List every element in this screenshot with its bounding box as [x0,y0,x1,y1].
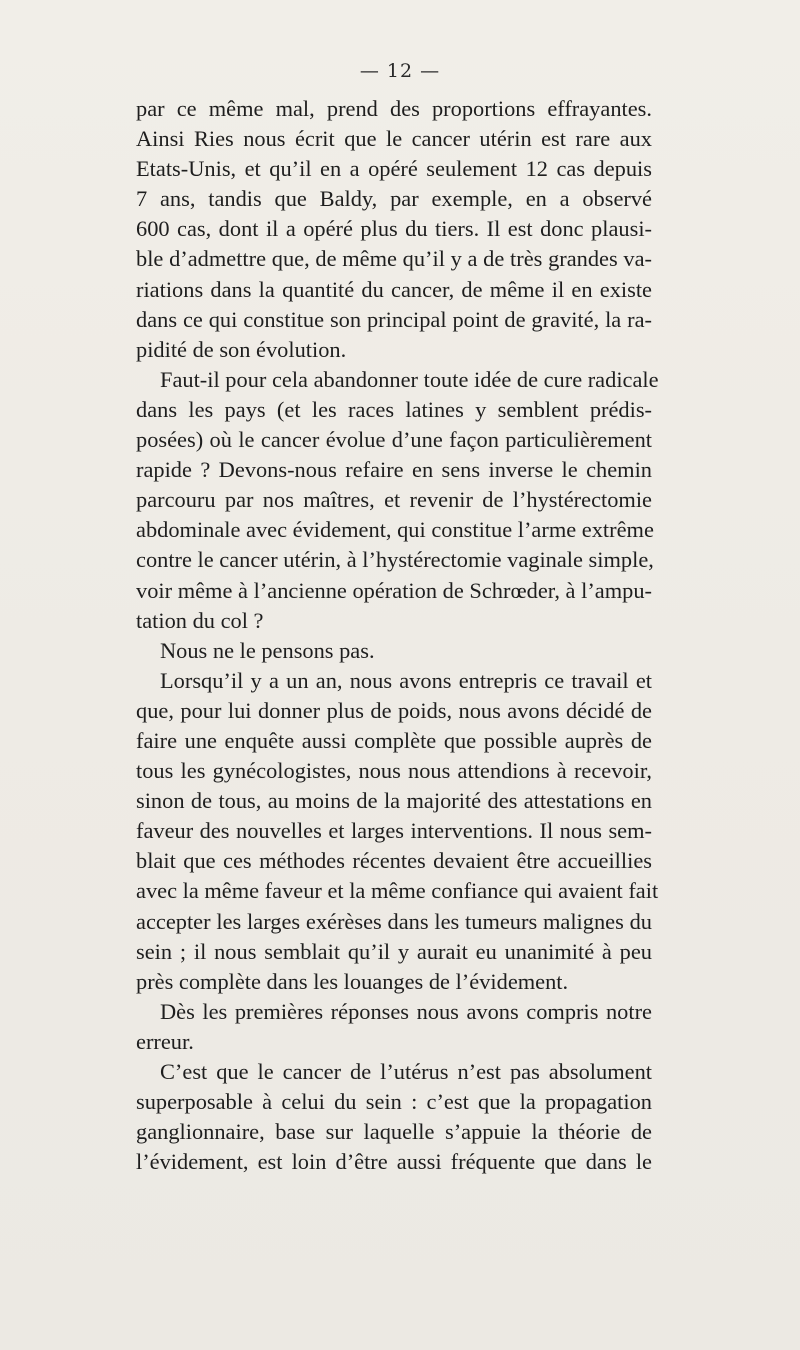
text-line: Lorsqu’il y a un an, nous avons entrepris ce travail et [160,667,652,693]
text-line: blait que ces méthodes récentes devaient être accueillies [136,848,652,874]
page-number: — 12 — [359,60,441,82]
text-line: contre le cancer utérin, à l’hystérectomie vaginale simple, [136,547,654,573]
text-line: l’évidement, est loin d’être aussi fréquente que dans le [136,1149,652,1175]
text-line: riations dans la quantité du cancer, de même il en existe [136,276,652,302]
body-text [136,94,659,1177]
text-line: avec la même faveur et la même confiance qui avaient fait [136,878,659,904]
text-line: Ainsi Ries nous écrit que le cancer utérin est rare aux [136,126,652,152]
text-line: rapide ? Devons-nous refaire en sens inverse le chemin [136,457,652,483]
text-line: 7 ans, tandis que Baldy, par exemple, en a observé [136,186,652,212]
text-line: Nous ne le pensons pas. [160,637,375,663]
text-line: sinon de tous, au moins de la majorité des attestations en [136,788,652,814]
text-line: dans les pays (et les races latines y semblent prédis- [136,396,652,422]
text-line: accepter les larges exérèses dans les tumeurs malignes du [136,908,652,934]
text-line: pidité de son évolution. [136,336,347,362]
text-line: superposable à celui du sein : c’est que la propagation [136,1089,652,1115]
text-line: erreur. [136,1028,194,1054]
text-line: près complète dans les louanges de l’évidement. [136,968,569,994]
text-line: 600 cas, dont il a opéré plus du tiers. Il est donc plausi- [136,216,652,242]
text-line: posées) où le cancer évolue d’une façon particulièrement [136,427,652,453]
text-line: parcouru par nos maîtres, et revenir de l’hystérectomie [136,487,652,513]
text-line: tous les gynécologistes, nous nous attendions à recevoir, [136,758,652,784]
text-line: C’est que le cancer de l’utérus n’est pas absolument [160,1059,652,1084]
text-line: que, pour lui donner plus de poids, nous avons décidé de [136,697,652,723]
text-line: voir même à l’ancienne opération de Schrœder, à l’ampu- [136,577,652,603]
text-line: tation du col ? [136,607,264,633]
text-line: faire une enquête aussi complète que possible auprès de [136,727,652,753]
text-line: ble d’admettre que, de même qu’il y a de très grandes va- [136,246,652,272]
text-line: ganglionnaire, base sur laquelle s’appuie la théorie de [136,1119,652,1145]
text-line: Dès les premières réponses nous avons compris notre [160,998,652,1024]
text-line: sein ; il nous semblait qu’il y aurait eu unanimité à peu [136,938,652,964]
text-line: faveur des nouvelles et larges interventions. Il nous sem- [136,818,652,844]
text-line: dans ce qui constitue son principal point de gravité, la ra- [136,306,652,332]
text-line: par ce même mal, prend des proportions effrayantes. [136,96,652,121]
text-line: Faut-il pour cela abandonner toute idée de cure radicale [160,366,659,392]
text-line: abdominale avec évidement, qui constitue l’arme extrême [136,517,654,543]
text-line: Etats-Unis, et qu’il en a opéré seulement 12 cas depuis [136,156,652,182]
